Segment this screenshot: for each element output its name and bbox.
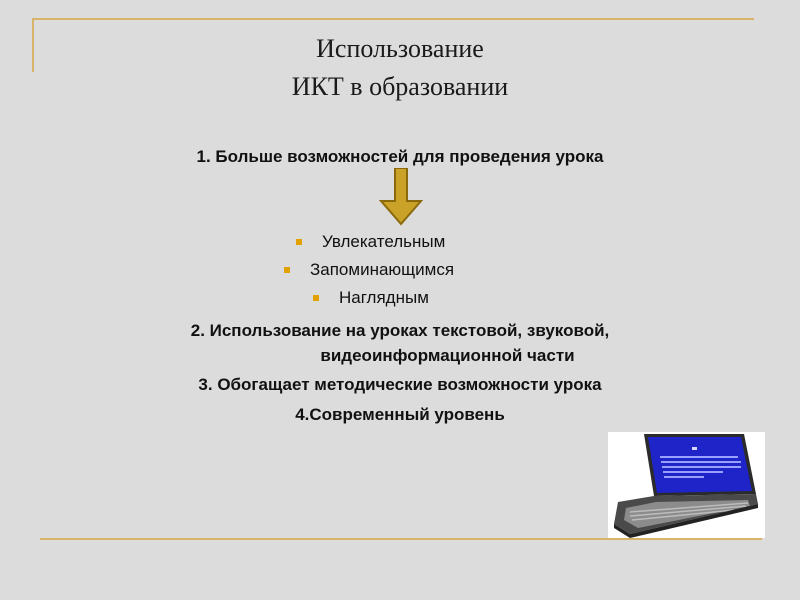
point-2 [0,318,800,368]
point-4: 4.Современный уровень [295,405,505,424]
laptop-illustration [608,432,765,538]
bullet-item-label: Наглядным [339,288,429,307]
frame-top-line [32,18,754,20]
point-2-line-1: 2. Использование на уроках текстовой, звуковой, [190,321,610,340]
down-arrow-icon [379,168,423,226]
bullet-item-2 [284,260,454,280]
bullet-item-3 [313,288,429,308]
bullet-square-icon [313,295,319,301]
slide-title-line-2: ИКТ в образовании [291,72,509,101]
slide-title-line-1: Использование [316,34,484,63]
point-2-line-2: видеоинформационной части [320,346,575,365]
bullet-item-1 [296,232,445,252]
frame-bottom-line [40,538,762,540]
laptop-icon [608,432,765,538]
bullet-item-label: Увлекательным [322,232,446,251]
point-1: 1. Больше возможностей для проведения урока [196,147,604,166]
bullet-square-icon [296,239,302,245]
point-3: 3. Обогащает методические возможности урока [198,375,602,394]
bullet-item-label: Запоминающимся [310,260,455,279]
slide-title [0,30,800,106]
bullet-square-icon [284,267,290,273]
